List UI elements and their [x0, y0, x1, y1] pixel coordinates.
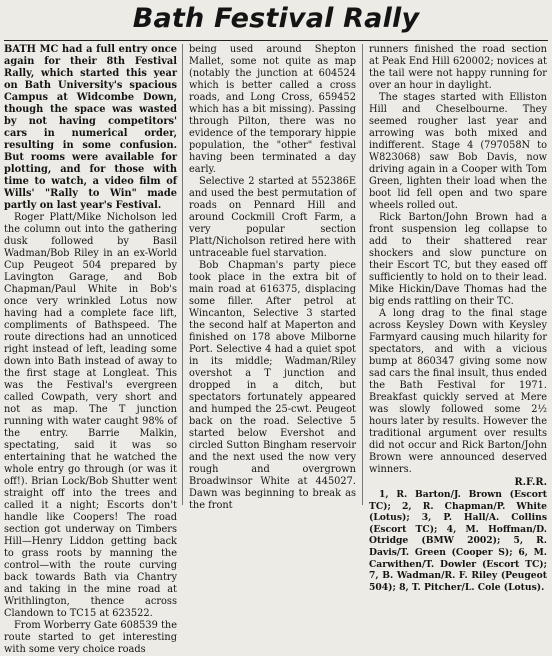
column-1 — [4, 44, 177, 655]
body-paragraph: From Worberry Gate 608539 the route started to get interesting with some very choice roads — [4, 620, 177, 655]
intro-paragraph: BATH MC had a full entry once again for their 8th Festival Rally, which started this year on Bath University's spacious Campus at Widcombe Down, though the space was wasted by not having competitors' cars in numerical order, resulting in some confusion. But rooms were available for plotting, and for those with time to watch, a video film of Wills' "Rally to Win" made partly on last year's Festival. — [4, 44, 177, 211]
title-rule — [4, 40, 548, 41]
body-paragraph: Selective 2 started at 552386E and used the best permutation of roads on Pennard Hill and around Cockmill Croft Farm, a very popular section Platt/Nicholson retired here with untraceable fuel starvation. — [189, 176, 356, 259]
column-divider — [362, 44, 363, 505]
body-paragraph: Roger Platt/Mike Nicholson led the column out into the gathering dusk followed by Basil Wadman/Bob Riley in an ex-World Cup Peugeot 504 prepared by Lavington Garage, and Bob Chapman/Paul White in Bob's once very wrinkled Lotus now having had a complete face lift, compliments of Bathspeed. The route directions had an unnoticed right instead of left, leading some down into Bath instead of away to the first stage at Longleat. This was the Festival's evergreen called Cowpath, very short and not as map. The T junction running with water caught 98% of the entry. Barrie Malkin, spectating, said it was so entertaining that he watched the whole entry go through (or was it off!). Brian Lock/Bob Shutter went straight off into the trees and called it a night; Escorts don't handle like Coopers! The road section got underway on Timbers Hill—Henry Liddon getting back to grass roots by manning the control—with the route curving back towards Bath via Chantry and taking in the mine road at Writhlington, thence across Clandown to TC15 at 623522. — [4, 212, 177, 619]
body-paragraph: Rick Barton/John Brown had a front suspension leg collapse to add to their shattered rear shockers and slow puncture on their Escort TC, but they eased off sufficiently to hold on to their lead. Mike Hickin/Dave Thomas had the big ends rattling on their TC. — [369, 212, 547, 307]
article-title: Bath Festival Rally — [132, 3, 420, 34]
body-paragraph: Bob Chapman's party piece took place in the extra bit of main road at 616375, displacing some filler. After petrol at Wincanton, Selective 3 started the second half at Maperton and finished on 178 above Milborne Port. Selective 4 had a quiet spot in its middle; Wadman/Riley overshot a T junction and dropped in a ditch, but spectators fortunately appeared and humped the 25-cwt. Peugeot back on the road. Selective 5 started below Evershot and circled Sutton Bingham reservoir and the next used the now very rough and overgrown Broadwinsor White at 445027. Dawn was beginning to break as the front — [189, 260, 356, 511]
body-paragraph: The stages started with Elliston Hill and Cheselbourne. They seemed rougher last year and arrowing was both mixed and indifferent. Stage 4 (797058N to W823068) saw Bob Davis, now driving again in a Cooper with Tom Green, lighten their load when the boot lid fell open and two spare wheels rolled out. — [369, 92, 547, 211]
author-initials: R.F.R. — [514, 477, 547, 488]
results-list: 1, R. Barton/J. Brown (Escort TC); 2, R. Chapman/P. White (Lotus); 3, P. Hall/A. Collins (Escort TC); 4, M. Hoffman/D. Otridge (BMW 2002); 5, R. Davis/T. Green (Cooper S); 6, M. Carwithen/T. Dowler (Escort TC); 7, B. Wadman/R. F. Riley (Peugeot 504); 8, T. Pitcher/L. Cole (Lotus). — [369, 489, 547, 593]
column-3 — [369, 44, 547, 593]
body-paragraph: runners finished the road section at Peak End Hill 620002; novices at the tail were not happy running for over an hour in daylight. — [369, 44, 547, 91]
column-divider — [182, 44, 183, 505]
body-paragraph: being used around Shepton Mallet, some not quite as map (notably the junction at 604524 which is better called a cross roads, and Long Cross, 659452 which has a bit missing). Passing through Pilton, there was no evidence of the temporary hippie population, the "other" festival having been terminated a day early. — [189, 44, 356, 175]
body-paragraph: A long drag to the final stage across Keysley Down with Keysley Farmyard causing much hilarity for spectators, and with a vicious bump at 860347 giving some now sad cars the final insult, thus ended the Bath Festival for 1971. Breakfast quickly served at Mere was slowly followed some 2½ hours later by results. However the traditional argument over results did not occur and Rick Barton/John Brown were announced deserved winners. — [369, 308, 547, 475]
column-2 — [189, 44, 356, 511]
